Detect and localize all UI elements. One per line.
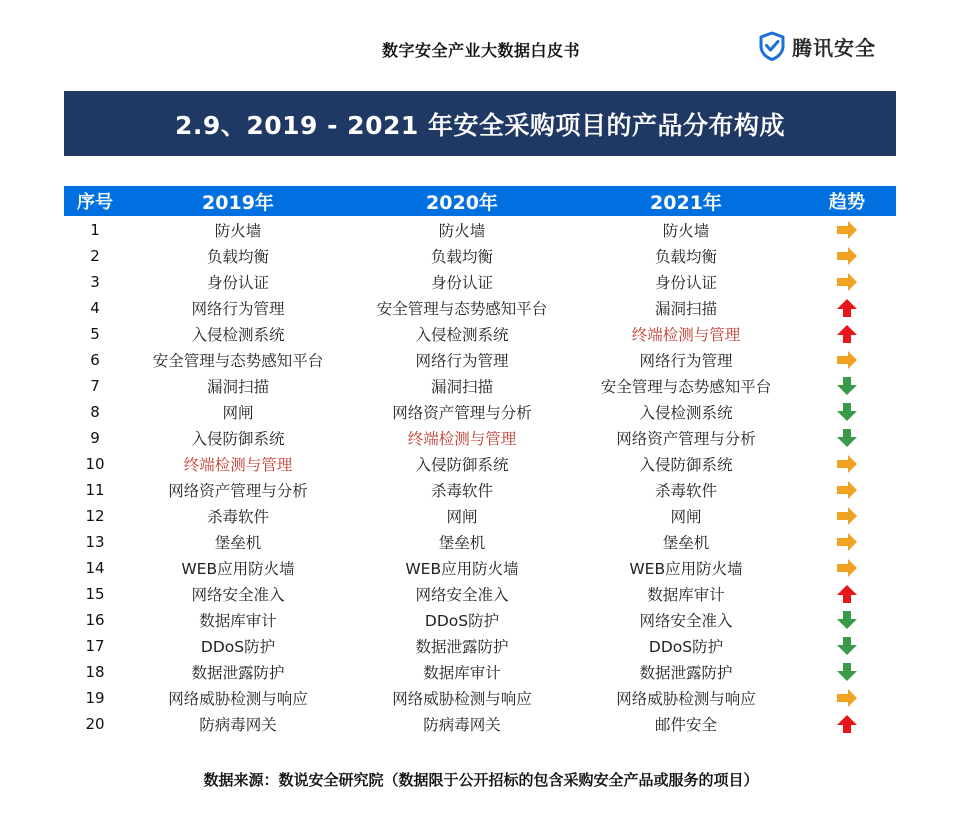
cell-2020: 漏洞扫描 xyxy=(430,378,493,396)
cell-2019: 杀毒软件 xyxy=(206,508,269,526)
cell-no: 13 xyxy=(85,533,105,551)
cell-2020: DDoS防护 xyxy=(424,612,500,630)
table-row xyxy=(64,399,896,425)
cell-2021: 堡垒机 xyxy=(662,534,710,552)
brand-name: 腾讯安全 xyxy=(792,35,876,60)
cell-2021: 终端检测与管理 xyxy=(631,326,741,344)
cell-2021: 网络资产管理与分析 xyxy=(616,430,756,448)
cell-2021: 负载均衡 xyxy=(654,248,717,266)
cell-2020: 入侵检测系统 xyxy=(415,326,509,344)
cell-2020: 安全管理与态势感知平台 xyxy=(376,300,548,318)
cell-trend xyxy=(798,324,896,344)
table-row xyxy=(64,503,896,529)
cell-2021: 漏洞扫描 xyxy=(654,300,717,318)
table-row xyxy=(64,659,896,685)
cell-2020: 网络威胁检测与响应 xyxy=(392,690,532,708)
cell-2021: DDoS防护 xyxy=(648,638,724,656)
trend-down-arrow-icon xyxy=(836,428,858,448)
brand-logo xyxy=(758,30,876,62)
cell-2020: 数据泄露防护 xyxy=(415,638,509,656)
cell-no: 11 xyxy=(85,481,105,499)
table-row xyxy=(64,711,896,737)
table-row xyxy=(64,633,896,659)
cell-trend xyxy=(798,714,896,734)
cell-no: 7 xyxy=(90,377,100,395)
cell-2021: 网络行为管理 xyxy=(639,352,733,370)
cell-2021: 防火墙 xyxy=(662,222,710,240)
table-row xyxy=(64,217,896,243)
cell-2020: 网络资产管理与分析 xyxy=(392,404,532,422)
cell-trend xyxy=(798,402,896,422)
trend-down-arrow-icon xyxy=(836,662,858,682)
cell-trend xyxy=(798,428,896,448)
cell-trend xyxy=(798,506,896,526)
cell-2019: 终端检测与管理 xyxy=(183,456,293,474)
trend-up-arrow-icon xyxy=(836,714,858,734)
cell-2020: 网闸 xyxy=(446,508,478,526)
cell-trend xyxy=(798,220,896,240)
header-cell-2021: 2021年 xyxy=(650,191,722,214)
cell-2020: 防病毒网关 xyxy=(423,716,501,734)
trend-down-arrow-icon xyxy=(836,376,858,396)
cell-2020: 杀毒软件 xyxy=(430,482,493,500)
cell-no: 5 xyxy=(90,325,100,343)
trend-down-arrow-icon xyxy=(836,402,858,422)
cell-2020: 身份认证 xyxy=(430,274,493,292)
cell-2020: WEB应用防火墙 xyxy=(405,560,519,578)
table-row xyxy=(64,451,896,477)
cell-2019: 入侵防御系统 xyxy=(191,430,285,448)
trend-flat-arrow-icon xyxy=(836,454,858,474)
cell-2021: 数据泄露防护 xyxy=(639,664,733,682)
trend-flat-arrow-icon xyxy=(836,688,858,708)
table-header-row xyxy=(64,186,896,216)
cell-trend xyxy=(798,584,896,604)
cell-2019: 网络安全准入 xyxy=(191,586,285,604)
table-row xyxy=(64,581,896,607)
table-row xyxy=(64,243,896,269)
cell-trend xyxy=(798,532,896,552)
table-row xyxy=(64,685,896,711)
cell-no: 20 xyxy=(85,715,105,733)
trend-flat-arrow-icon xyxy=(836,350,858,370)
cell-trend xyxy=(798,350,896,370)
shield-check-icon xyxy=(758,31,786,61)
cell-2020: 网络行为管理 xyxy=(415,352,509,370)
cell-trend xyxy=(798,454,896,474)
trend-up-arrow-icon xyxy=(836,298,858,318)
trend-up-arrow-icon xyxy=(836,584,858,604)
trend-flat-arrow-icon xyxy=(836,558,858,578)
trend-flat-arrow-icon xyxy=(836,506,858,526)
cell-2019: 负载均衡 xyxy=(206,248,269,266)
cell-no: 6 xyxy=(90,351,100,369)
table-row xyxy=(64,347,896,373)
table-row xyxy=(64,373,896,399)
cell-2021: 网络威胁检测与响应 xyxy=(616,690,756,708)
trend-down-arrow-icon xyxy=(836,610,858,630)
cell-2019: DDoS防护 xyxy=(200,638,276,656)
cell-no: 8 xyxy=(90,403,100,421)
table-row xyxy=(64,529,896,555)
cell-2020: 负载均衡 xyxy=(430,248,493,266)
header-cell-trend: 趋势 xyxy=(829,192,865,213)
cell-2021: 网络安全准入 xyxy=(639,612,733,630)
trend-flat-arrow-icon xyxy=(836,246,858,266)
table-row xyxy=(64,425,896,451)
cell-2020: 入侵防御系统 xyxy=(415,456,509,474)
cell-2021: 网闸 xyxy=(670,508,702,526)
cell-no: 2 xyxy=(90,247,100,265)
cell-trend xyxy=(798,480,896,500)
cell-no: 12 xyxy=(85,507,105,525)
table-body xyxy=(64,217,896,737)
cell-2021: 入侵防御系统 xyxy=(639,456,733,474)
cell-no: 4 xyxy=(90,299,100,317)
cell-no: 19 xyxy=(85,689,105,707)
cell-2019: 身份认证 xyxy=(206,274,269,292)
header-cell-2019: 2019年 xyxy=(202,191,274,214)
data-source-note: 数据来源：数说安全研究院（数据限于公开招标的包含采购安全产品或服务的项目） xyxy=(203,771,759,789)
cell-trend xyxy=(798,636,896,656)
cell-trend xyxy=(798,272,896,292)
cell-2019: 防病毒网关 xyxy=(199,716,277,734)
cell-trend xyxy=(798,376,896,396)
cell-trend xyxy=(798,246,896,266)
trend-up-arrow-icon xyxy=(836,324,858,344)
document-title: 数字安全产业大数据白皮书 xyxy=(381,41,580,60)
product-ranking-table xyxy=(64,186,896,737)
trend-flat-arrow-icon xyxy=(836,480,858,500)
cell-2019: 漏洞扫描 xyxy=(206,378,269,396)
cell-2019: 网络行为管理 xyxy=(191,300,285,318)
cell-2021: 数据库审计 xyxy=(647,586,725,604)
cell-no: 1 xyxy=(90,221,100,239)
table-row xyxy=(64,321,896,347)
cell-2019: 网闸 xyxy=(222,404,254,422)
cell-2021: 身份认证 xyxy=(654,274,717,292)
cell-2019: 堡垒机 xyxy=(214,534,262,552)
cell-2019: 网络资产管理与分析 xyxy=(168,482,308,500)
cell-2021: 入侵检测系统 xyxy=(639,404,733,422)
table-row xyxy=(64,607,896,633)
trend-flat-arrow-icon xyxy=(836,272,858,292)
cell-2019: 网络威胁检测与响应 xyxy=(168,690,308,708)
cell-2019: 数据库审计 xyxy=(199,612,277,630)
cell-2020: 堡垒机 xyxy=(438,534,486,552)
cell-no: 15 xyxy=(85,585,105,603)
cell-no: 16 xyxy=(85,611,105,629)
cell-2019: 入侵检测系统 xyxy=(191,326,285,344)
cell-2021: 杀毒软件 xyxy=(654,482,717,500)
cell-2019: WEB应用防火墙 xyxy=(181,560,295,578)
trend-flat-arrow-icon xyxy=(836,532,858,552)
cell-2021: 安全管理与态势感知平台 xyxy=(600,378,772,396)
trend-flat-arrow-icon xyxy=(836,220,858,240)
header-cell-no: 序号 xyxy=(77,192,113,213)
table-row xyxy=(64,295,896,321)
cell-trend xyxy=(798,558,896,578)
header-cell-2020: 2020年 xyxy=(426,191,498,214)
table-row xyxy=(64,555,896,581)
cell-no: 14 xyxy=(85,559,105,577)
cell-no: 3 xyxy=(90,273,100,291)
table-row xyxy=(64,477,896,503)
cell-no: 9 xyxy=(90,429,100,447)
cell-2020: 防火墙 xyxy=(438,222,486,240)
cell-trend xyxy=(798,662,896,682)
cell-trend xyxy=(798,610,896,630)
cell-2020: 网络安全准入 xyxy=(415,586,509,604)
cell-2020: 数据库审计 xyxy=(423,664,501,682)
cell-2019: 数据泄露防护 xyxy=(191,664,285,682)
cell-2019: 安全管理与态势感知平台 xyxy=(152,352,324,370)
cell-no: 10 xyxy=(85,455,105,473)
trend-down-arrow-icon xyxy=(836,636,858,656)
cell-trend xyxy=(798,298,896,318)
cell-2019: 防火墙 xyxy=(214,222,262,240)
table-row xyxy=(64,269,896,295)
cell-2021: 邮件安全 xyxy=(654,716,717,734)
section-banner xyxy=(64,91,896,156)
cell-2021: WEB应用防火墙 xyxy=(629,560,743,578)
cell-2020: 终端检测与管理 xyxy=(407,430,517,448)
section-title: 2.9、2019 - 2021 年安全采购项目的产品分布构成 xyxy=(175,110,785,140)
cell-no: 17 xyxy=(85,637,105,655)
cell-trend xyxy=(798,688,896,708)
cell-no: 18 xyxy=(85,663,105,681)
